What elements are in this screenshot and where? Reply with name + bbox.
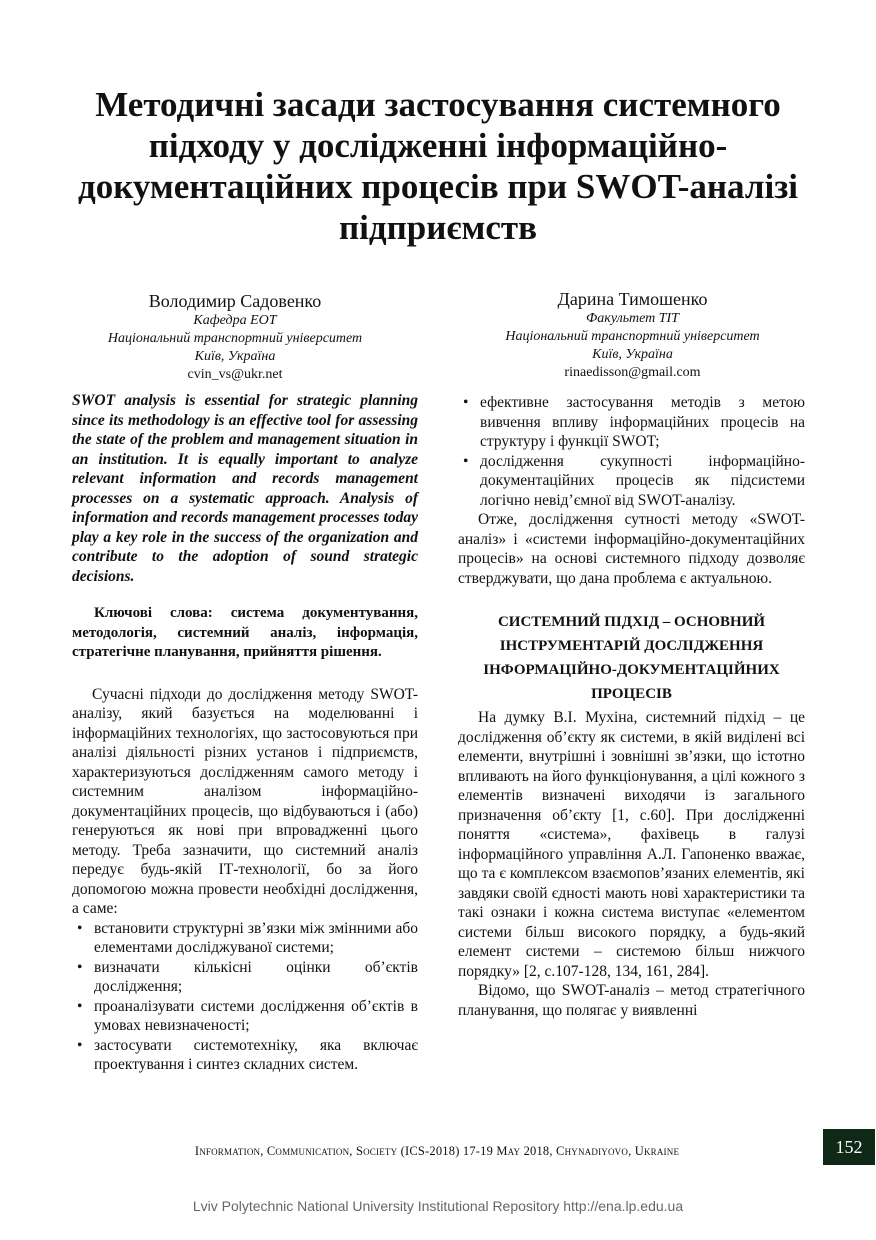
author-block-1 <box>70 290 400 384</box>
list-item: • застосувати системотехніку, яка включає проектування і синтез складних систем. <box>72 1036 418 1075</box>
author-email[interactable]: rinaedisson@gmail.com <box>564 365 701 380</box>
right-bullet-list <box>458 393 805 510</box>
abstract: SWOT analysis is essential for strategic planning since its methodology is an effective tool for assessing the state of the problem and management situation in an institution. It is equally important to analyze relevant information and records management processes on a systematic approach. Analysis of information and records management processes today play a key role in the success of the organization and contribute to the adoption of sound strategic decisions. <box>72 392 418 585</box>
left-bullet-list <box>72 919 418 1075</box>
list-item: • ефективне застосування методів з метою вивчення впливу інформаційних процесів на структуру і функції SWOT; <box>458 393 805 452</box>
body-paragraph: На думку В.І. Мухіна, системний підхід – це дослідження об’єкту як системи, в якій виділені всі елементи, внутрішні і зовнішні зв’язки, що істотно впливають на його функціонування, а цілі кожного з елементів визначені виходячи із загального призначення об’єкту [1, с.60]. При дослідженні поняття «система», фахівець в галузі інформаційного управління А.Л. Гапоненко вважає, що та є комплексом взаємопов’язаних елементів, які завдяки своїй єдності мають нові характеристики та такі ознаки і кожна система виступає «елементом системи більш високого порядку, а будь-який елемент системи – системою більш нижчого порядку» [2, с.107-128, 134, 161, 284]. <box>458 709 805 980</box>
author-city: Київ, Україна <box>592 347 673 362</box>
body-paragraph: Отже, дослідження сутності методу «SWOT-аналіз» і «системи інформаційно-документаційних процесів» на основі системного підходу дозволяє стверджувати, що дана проблема є актуальною. <box>458 511 805 587</box>
page-number: 152 <box>823 1129 875 1165</box>
intro-paragraph: Сучасні підходи до дослідження методу SWOT-аналізу, який базується на моделюванні і інформаційних технологіях, що застосовуються при аналізі діяльності різних установ і підприємств, характеризуються дослідженням самого методу і системним аналізом інформаційно-документаційних процесів, що відбуваються і (або) генеруються як нові при впровадженні цього методу. Треба зазначити, що системний аналіз передує будь-якій ІТ-технології, бо за його допомогою можна провести необхідні дослідження, а саме: <box>72 685 418 917</box>
list-item: • встановити структурні зв’язки між змінними або елементами досліджуваної системи; <box>72 919 418 958</box>
right-column <box>458 393 805 1020</box>
author-department: Кафедра ЕОТ <box>193 313 277 328</box>
list-item: • визначати кількісні оцінки об’єктів дослідження; <box>72 958 418 997</box>
left-column <box>72 391 418 1075</box>
author-email[interactable]: cvin_vs@ukr.net <box>187 367 283 382</box>
keywords: Ключові слова: система документування, методологія, системний аналіз, інформація, стратегічне планування, прийняття рішення. <box>72 605 418 660</box>
repository-watermark[interactable]: Lviv Polytechnic National University Institutional Repository http://ena.lp.edu.ua <box>192 1198 684 1214</box>
paper-title: Методичні засади застосування системного підходу у дослідженні інформаційно-документаційних процесів при SWOT-аналізі підприємств <box>77 85 799 247</box>
author-name: Дарина Тимошенко <box>557 289 708 309</box>
author-university: Національний транспортний університет <box>107 331 363 346</box>
body-paragraph: Відомо, що SWOT-аналіз – метод стратегічного планування, що полягає у виявленні <box>458 982 805 1019</box>
author-city: Київ, Україна <box>194 349 276 364</box>
author-name: Володимир Садовенко <box>148 291 322 311</box>
author-department: Факультет ТІТ <box>586 311 679 326</box>
section-heading: СИСТЕМНИЙ ПІДХІД – ОСНОВНИЙ ІНСТРУМЕНТАРІЙ ДОСЛІДЖЕННЯ ІНФОРМАЦІЙНО-ДОКУМЕНТАЦІЙНИХ ПРОЦЕСІВ <box>483 614 780 702</box>
list-item: • проаналізувати системи дослідження об’єктів в умовах невизначеності; <box>72 997 418 1036</box>
author-block-2 <box>460 288 805 382</box>
list-item: • дослідження сукупності інформаційно-документаційних процесів як підсистеми логічно невід’ємної від SWOT-аналізу. <box>458 452 805 511</box>
author-university: Національний транспортний університет <box>505 329 760 344</box>
conference-footer: Information, Communication, Society (ICS-2018) 17-19 May 2018, Chynadiyovo, Ukraine <box>194 1144 680 1158</box>
